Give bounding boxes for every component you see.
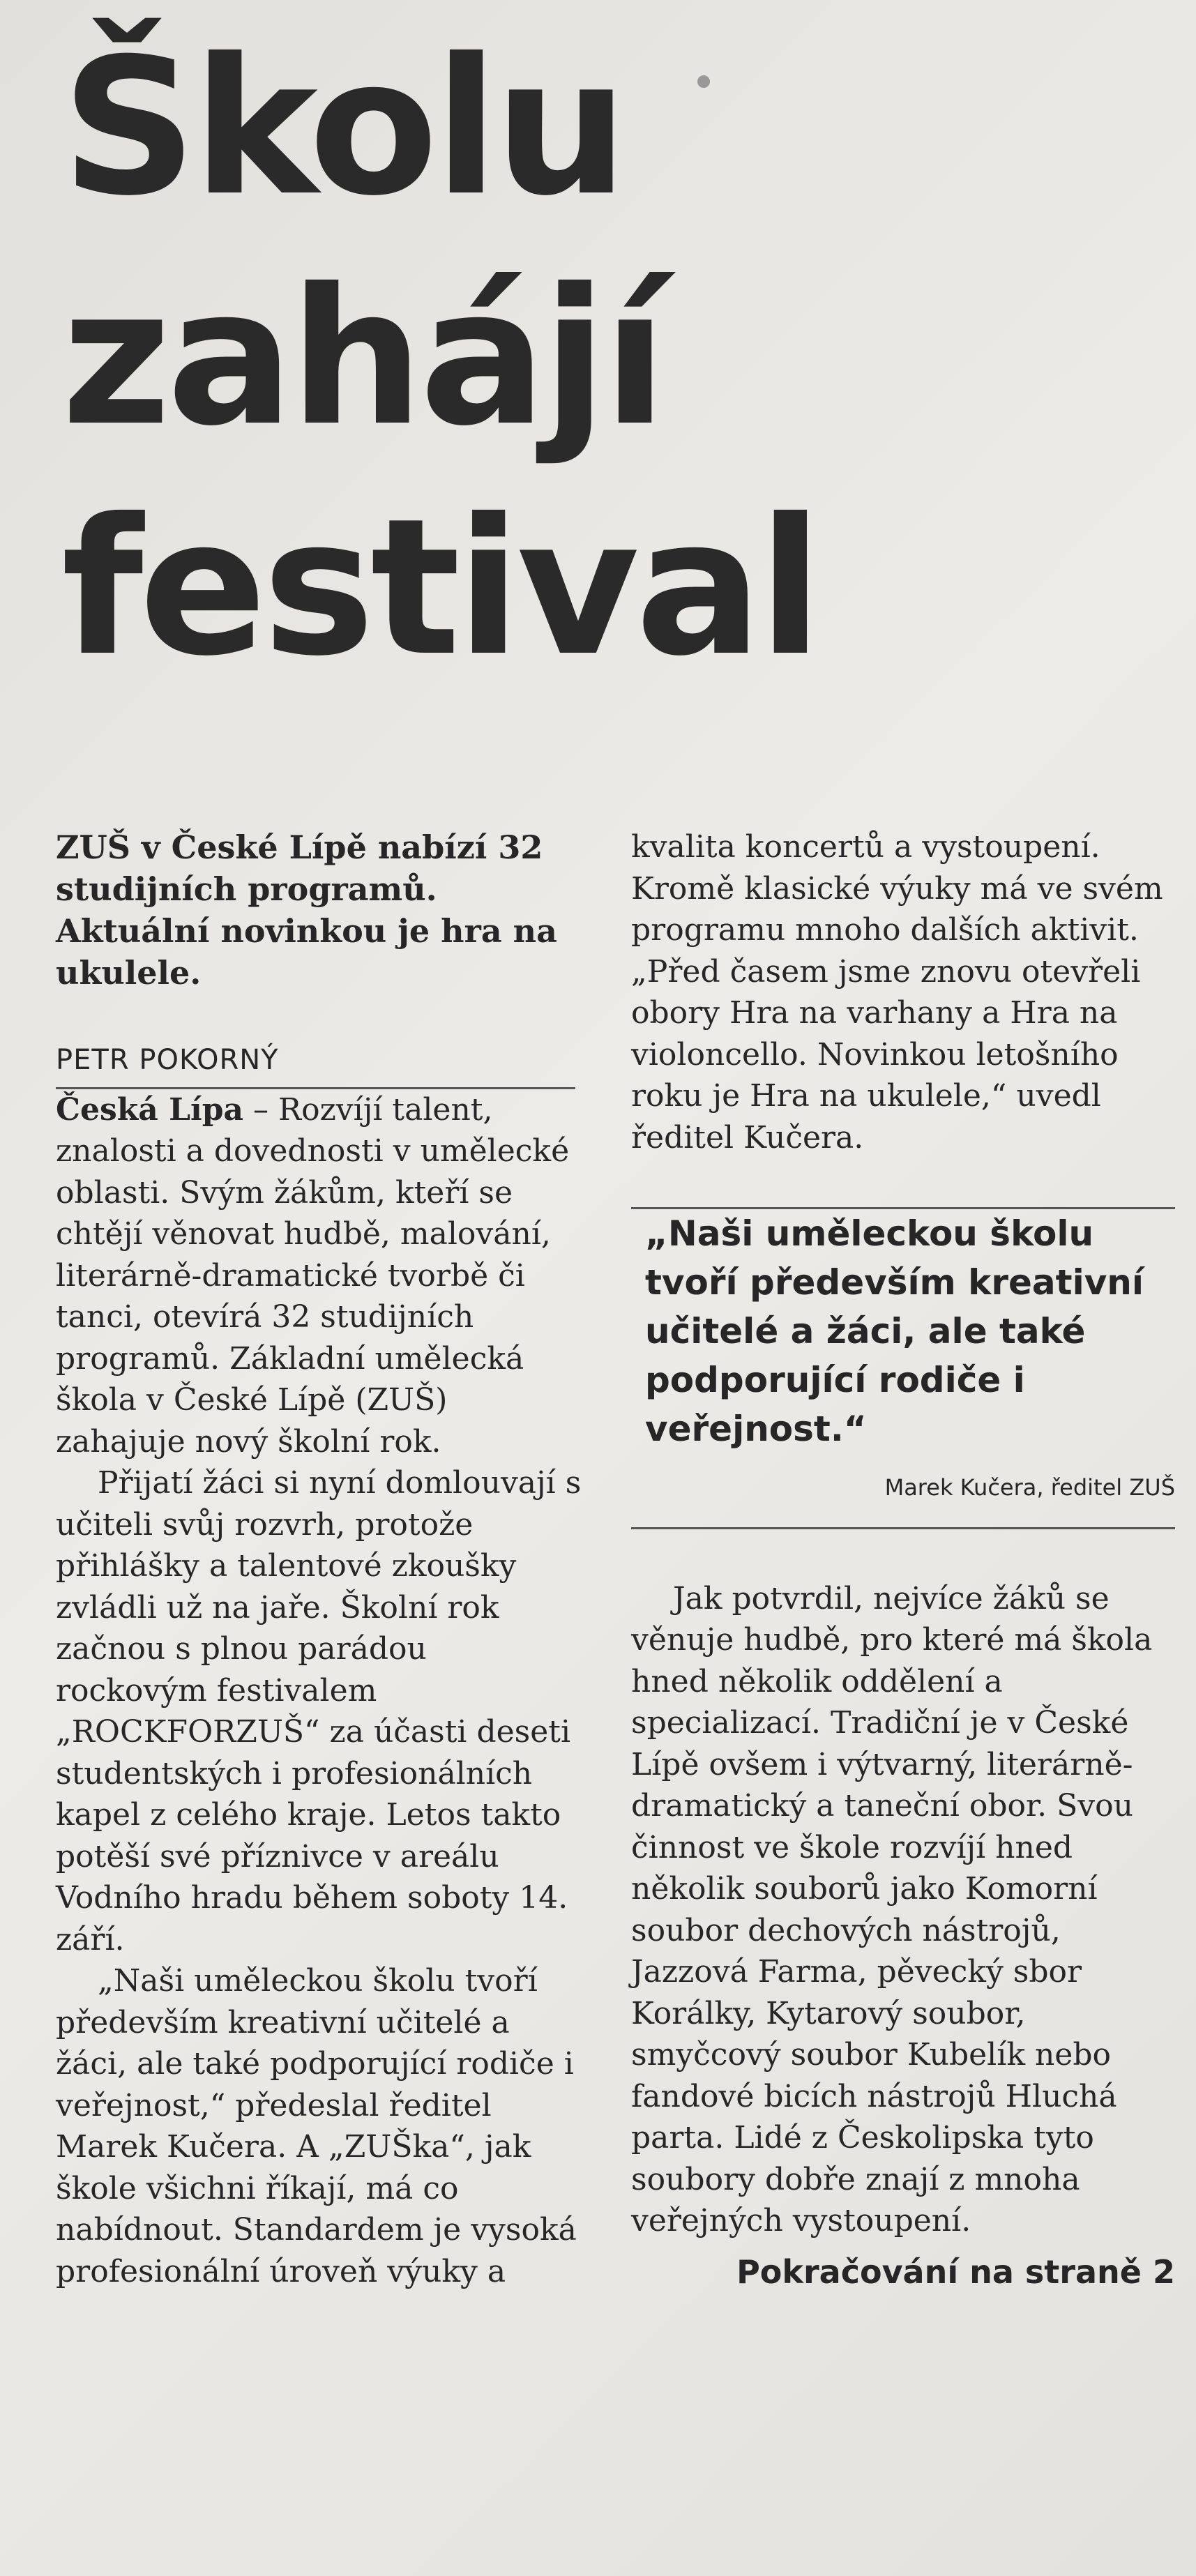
body-paragraph-4: Jak potvrdil, nejvíce žáků se věnuje hudbě, pro které má škola hned několik oddělení a specializací. Tradiční je v České Lípě ovšem i výtvarný, literárně-dramatický a taneční obor. Svou činnost ve škole rozvíjí hned několik souborů jako Komorní soubor dechových nástrojů, Jazzová Farma, pěvecký sbor Korálky, Kytarový soubor, smyčcový soubor Kubelík nebo fandové bicích nástrojů Hluchá parta. Lidé z Českolipska tyto soubory dobře znají z mnoha veřejných vystoupení. [631,1580,1153,2238]
lead-paragraph: ZUŠ v České Lípě nabízí 32 studijních programů. Aktuální novinkou je hra na ukulele. [56,828,557,992]
byline: PETR POKORNÝ [56,1040,575,1089]
body-paragraph-3: „Naši uměleckou školu tvoří především kreativní učitelé a žáci, ale také podporující rodiče i veřejnost,“ předeslal ředitel Marek Kučera. A „ZUŠka“, jak škole všichni říkají, má co nabídnout. Standardem je vysoká profesionální úroveň výuky a [56,1963,577,2289]
continuation-note: Pokračování na straně 2 [736,2252,1175,2291]
pullquote-text: „Naši uměleckou školu tvoří především kreativní učitelé a žáci, ale také podporující rodiče i veřejnost.“ [645,1213,1144,1449]
body-paragraph-1 [56,1089,586,1463]
body-paragraph-2: Přijatí žáci si nyní domlouvají s učiteli svůj rozvrh, protože přihlášky a talentové zkoušky zvládli už na jaře. Školní rok začnou s plnou parádou rockovým festivalem „ROCKFORZUŠ“ za účasti deseti studentských i profesionálních kapel z celého kraje. Letos takto potěší své příznivce v areálu Vodního hradu během soboty 14. září. [56,1465,582,1957]
pullquote-bottom-rule [631,1527,1175,1529]
right-column [631,826,1175,2293]
body-paragraph-1-text: – Rozvíjí talent, znalosti a dovednosti v umělecké oblasti. Svým žákům, kteří se chtějí věnovat hudbě, malování, literárně-dramatické tvorbě či tanci, otevírá 32 studijních programů. Základní umělecká škola v České Lípě (ZUŠ) zahajuje nový školní rok. [56,1091,570,1460]
left-column [56,826,586,2292]
pullquote-attribution: Marek Kučera, ředitel ZUŠ [884,1474,1175,1501]
dateline: Česká Lípa [56,1091,244,1128]
body-paragraph-3-continued: kvalita koncertů a vystoupení. Kromě klasické výuky má ve svém programu mnoho dalších aktivit. „Před časem jsme znovu otevřeli obory Hra na varhany a Hra na violoncello. Novinkou letošního roku je Hra na ukulele,“ uvedl ředitel Kučera. [631,829,1163,1156]
headline: Školu zahájí festival [61,17,819,697]
